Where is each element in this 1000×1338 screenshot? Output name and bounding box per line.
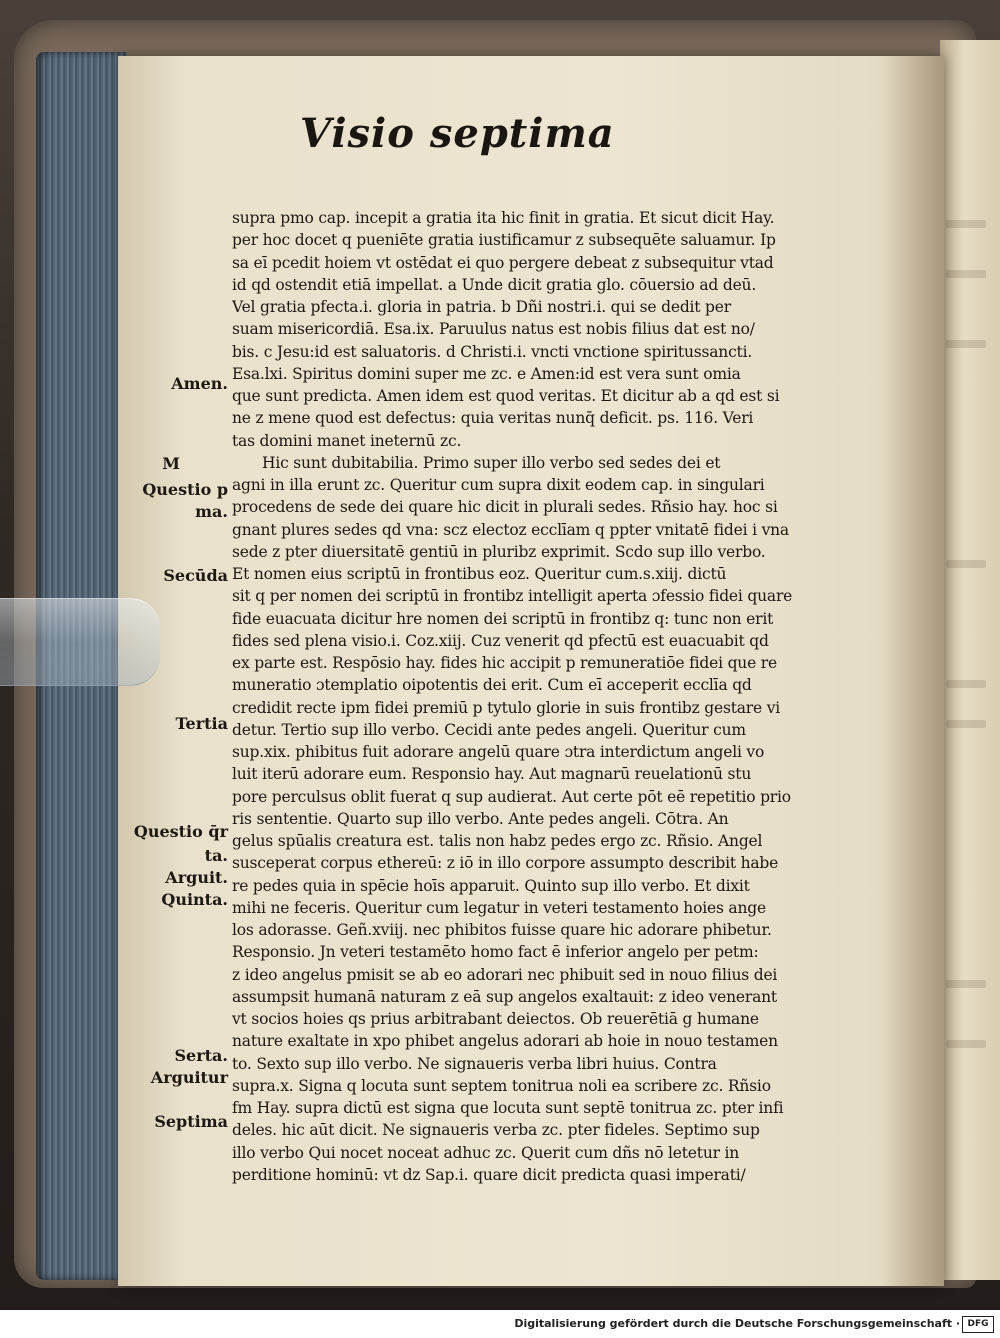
text-line: supra pmo cap. incepit a gratia ita hic finit in gratia. Et sicut dicit Hay. <box>232 209 775 227</box>
text-line: fide euacuata dicitur hre nomen dei scriptū in frontibz q: tunc non erit <box>232 610 774 628</box>
text-line: sede z pter diuersitatē gentiū in pluribz exprimit. Scdo sup illo verbo. <box>232 543 766 561</box>
margin-note: Septima <box>154 1112 228 1131</box>
margin-note: Arguit. <box>165 868 228 887</box>
text-line: Vel gratia pfecta.i. gloria in patria. b Dñi nostri.i. qui se dedit per <box>232 298 731 316</box>
show-through-text <box>946 340 986 348</box>
text-line: ex parte est. Respōsio hay. fides hic accipit p remuneratiōe fidei que re <box>232 654 777 672</box>
show-through-text <box>946 270 986 278</box>
margin-note: Serta. <box>174 1046 228 1065</box>
text-line: perditione hominū: vt dz Sap.i. quare dicit predicta quasi imperati/ <box>232 1166 746 1184</box>
text-line: mihi ne feceris. Queritur cum legatur in veteri testamento hoies ange <box>232 899 766 917</box>
show-through-text <box>946 560 986 568</box>
text-line: deles. hic aūt dicit. Ne signaueris verba zc. pter fideles. Septimo sup <box>232 1121 760 1139</box>
text-line: assumpsit humanā naturam z eā sup angelos exaltauit: z ideo venerant <box>232 988 777 1006</box>
margin-note: Questio q̄r <box>133 822 228 841</box>
show-through-text <box>946 980 986 988</box>
margin-note: M <box>162 454 180 473</box>
margin-note: Arguitur <box>150 1068 228 1087</box>
text-line: supra.x. Signa q locuta sunt septem tonitrua noli ea scribere zc. Rñsio <box>232 1077 771 1095</box>
text-line: fides sed plena visio.i. Coz.xiij. Cuz venerit qd pfectū est euacuabit qd <box>232 632 769 650</box>
footer-credit: Digitalisierung gefördert durch die Deutsche Forschungsgemeinschaft · <box>514 1317 960 1330</box>
text-line: re pedes quia in spēcie hoīs apparuit. Quinto sup illo verbo. Et dixit <box>232 877 750 895</box>
margin-note: Tertia <box>175 714 228 733</box>
page-heading: Visio septima <box>300 110 615 157</box>
text-line: procedens de sede dei quare hic dicit in plurali sedes. Rñsio hay. hoc si <box>232 498 778 516</box>
page-gutter-shadow <box>884 56 944 1286</box>
text-line: susceperat corpus ethereū: z iō in illo corpore assumpto describit habe <box>232 854 779 872</box>
digitization-footer <box>0 1310 1000 1338</box>
facing-page-edge <box>940 40 1000 1280</box>
dfg-logo: DFG <box>962 1316 994 1333</box>
text-line: illo verbo Qui nocet noceat adhuc zc. Querit cum dñs nō letetur in <box>232 1144 740 1162</box>
text-line: luit iterū adorare eum. Responsio hay. Aut magnarū reuelationū stu <box>232 765 752 783</box>
margin-note: ta. <box>204 846 228 865</box>
text-line: per hoc docet q pueniēte gratia iustificamur z subsequēte saluamur. Ip <box>232 231 776 249</box>
text-line: sup.xix. phibitus fuit adorare angelū quare ɔtra interdictum angeli vo <box>232 743 765 761</box>
text-line: muneratio ɔtemplatio oipotentis dei erit. Cum eī acceperit ecclīa qd <box>232 676 752 694</box>
margin-note: Quinta. <box>161 890 228 909</box>
text-line: sit q per nomen dei scriptū in frontibz intelligit aperta ɔfessio fidei quare <box>232 587 793 605</box>
text-line: bis. c Jesu:id est saluatoris. d Christi.i. vncti vnctione spiritussancti. <box>232 343 753 361</box>
margin-note: Amen. <box>171 374 228 393</box>
margin-note: Questio p <box>142 480 228 499</box>
text-line: vt socios hoies qs prius arbitrabant deiectos. Ob reuerētiā g humane <box>232 1010 759 1028</box>
text-line: ne z mene quod est defectus: quia veritas nunq̄ deficit. ps. 116. Veri <box>232 409 754 427</box>
show-through-text <box>946 220 986 228</box>
text-line: Esa.lxi. Spiritus domini super me zc. e Amen:id est vera sunt omia <box>232 365 741 383</box>
text-line: detur. Tertio sup illo verbo. Cecidi ante pedes angeli. Queritur cum <box>232 721 746 739</box>
text-line: Et nomen eius scriptū in frontibus eoz. Queritur cum.s.xiij. dictū <box>232 565 727 583</box>
show-through-text <box>946 1040 986 1048</box>
show-through-text <box>946 680 986 688</box>
text-line: id qd ostendit etiā impellat. a Unde dicit gratia glo. cōuersio ad deū. <box>232 276 757 294</box>
margin-note: Secūda <box>163 566 228 585</box>
text-line: los adorasse. Geñ.xviij. nec phibitos fuisse quare hic adorare phibetur. <box>232 921 772 939</box>
text-line: nature exaltate in xpo phibet angelus adorari ab hoie in nouo testamen <box>232 1032 778 1050</box>
text-line: tas domini manet ineternū zc. <box>232 432 462 450</box>
text-line: suam misericordiā. Esa.ix. Paruulus natus est nobis filius dat est no/ <box>232 320 755 338</box>
text-line: fm Hay. supra dictū est signa que locuta sunt septē tonitrua zc. pter infi <box>232 1099 784 1117</box>
text-line: gelus spūalis creatura est. talis non habz pedes ergo zc. Rñsio. Angel <box>232 832 763 850</box>
glass-ruler-overlay <box>0 598 160 686</box>
text-line: pore perculsus oblit fuerat q sup audierat. Aut certe pōt eē repetitio prio <box>232 788 791 806</box>
text-line: sa eī pcedit hoiem vt ostēdat ei quo pergere debeat z subsequitur vtad <box>232 254 774 272</box>
text-line: agni in illa erunt zc. Queritur cum supra dixit eodem cap. in singulari <box>232 476 765 494</box>
text-line: z ideo angelus pmisit se ab eo adorari nec phibuit sed in nouo filius dei <box>232 966 778 984</box>
text-line: credidit recte ipm fidei premiū p tytulo glorie in suis frontibz gestare vi <box>232 699 781 717</box>
text-line: Hic sunt dubitabilia. Primo super illo verbo sed sedes dei et <box>262 454 721 472</box>
text-line: Responsio. Jn veteri testamēto homo fact ē inferior angelo per petm: <box>232 943 759 961</box>
show-through-text <box>946 720 986 728</box>
text-line: que sunt predicta. Amen idem est quod veritas. Et dicitur ab a qd est si <box>232 387 780 405</box>
margin-note: ma. <box>195 502 228 521</box>
text-line: ris sententie. Quarto sup illo verbo. Ante pedes angeli. Cōtra. An <box>232 810 729 828</box>
text-line: to. Sexto sup illo verbo. Ne signaueris verba libri huius. Contra <box>232 1055 717 1073</box>
text-line: gnant plures sedes qd vna: scz electoz ecclīam q ppter vnitatē fidei i vna <box>232 521 789 539</box>
